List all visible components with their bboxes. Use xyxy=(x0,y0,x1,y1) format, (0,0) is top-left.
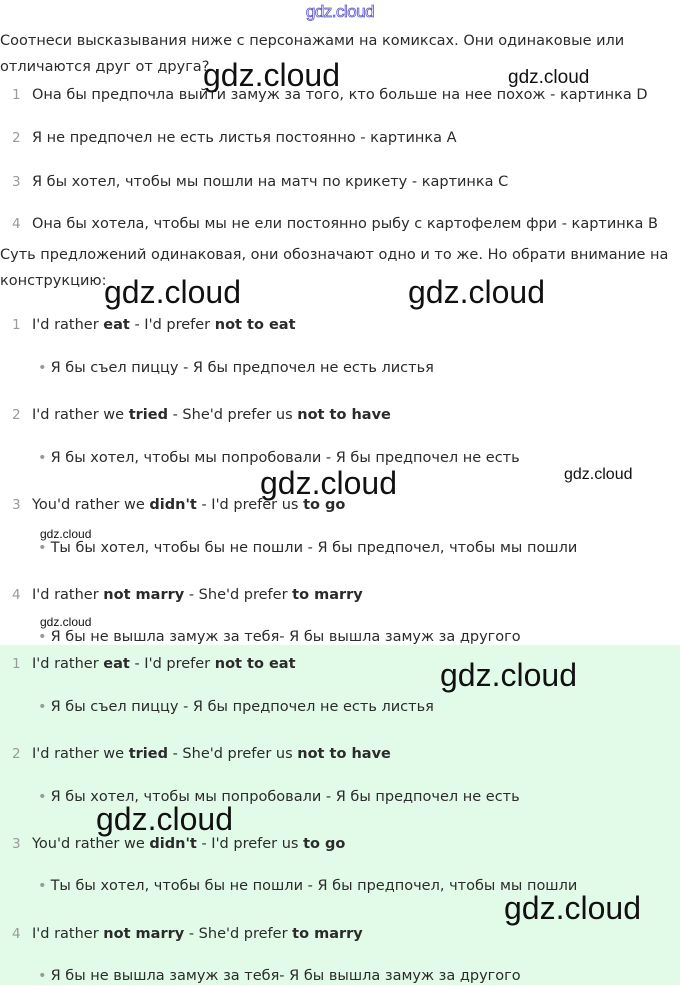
bullet-icon: • xyxy=(38,629,47,645)
construction-keyword: to marry xyxy=(292,587,363,603)
construction-keyword: to go xyxy=(303,836,346,852)
translation-text: Я бы хотел, чтобы мы попробовали - Я бы предпочел не есть xyxy=(50,450,520,466)
answer-text: Она бы хотела, чтобы мы не ели постоянно рыбу с картофелем фри - картинка B xyxy=(32,216,658,232)
construction-keyword: tried xyxy=(128,746,168,762)
bullet-icon: • xyxy=(38,968,47,984)
bullet-icon: • xyxy=(38,699,47,715)
translation-text: Я бы съел пиццу - Я бы предпочел не есть листья xyxy=(50,360,434,376)
construction-text xyxy=(32,923,363,945)
construction-fragment: You'd rather we xyxy=(32,497,150,513)
construction-keyword: not to eat xyxy=(214,656,296,672)
construction-fragment: I'd rather xyxy=(32,317,104,333)
bullet-icon: • xyxy=(38,450,47,466)
translation-bullet xyxy=(38,697,434,717)
construction-text xyxy=(32,653,296,675)
task-intro: Соотнеси высказывания ниже с персонажами на комиксах. Они одинаковые или отличаются друг от друга? xyxy=(0,33,625,75)
translation-bullet xyxy=(38,876,577,896)
bullet-icon: • xyxy=(38,789,47,805)
watermark: gdz.cloud xyxy=(40,527,92,541)
item-number: 3 xyxy=(12,836,21,852)
construction-fragment: I'd rather xyxy=(32,926,104,942)
item-number: 1 xyxy=(12,656,21,672)
answer-text: Я бы хотел, чтобы мы пошли на матч по крикету - картинка C xyxy=(32,174,509,190)
construction-fragment: - She'd prefer us xyxy=(167,407,298,423)
item-number: 1 xyxy=(12,87,21,103)
item-number: 1 xyxy=(12,317,21,333)
translation-text: Я бы не вышла замуж за тебя- Я бы вышла замуж за другого xyxy=(50,629,521,645)
watermark: gdz.cloud xyxy=(40,615,92,629)
translation-text: Ты бы хотел, чтобы бы не пошли - Я бы предпочел, чтобы мы пошли xyxy=(50,540,578,556)
construction-text xyxy=(32,743,391,765)
translation-bullet xyxy=(38,358,434,378)
construction-keyword: to marry xyxy=(292,926,363,942)
construction-keyword: eat xyxy=(103,656,130,672)
answer-text: Я не предпочел не есть листья постоянно - картинка A xyxy=(32,130,457,146)
translation-text: Я бы съел пиццу - Я бы предпочел не есть листья xyxy=(50,699,434,715)
translation-text: Ты бы хотел, чтобы бы не пошли - Я бы предпочел, чтобы мы пошли xyxy=(50,878,578,894)
construction-text xyxy=(32,404,391,426)
bullet-icon: • xyxy=(38,878,47,894)
construction-text xyxy=(32,584,363,606)
watermark: gdz.cloud xyxy=(96,801,233,837)
watermark: gdz.cloud xyxy=(564,466,633,483)
watermark: gdz.cloud xyxy=(440,657,577,693)
construction-keyword: tried xyxy=(128,407,168,423)
construction-keyword: not marry xyxy=(103,587,185,603)
item-number: 3 xyxy=(12,174,21,190)
construction-fragment: - I'd prefer us xyxy=(196,497,304,513)
construction-fragment: I'd rather xyxy=(32,656,104,672)
translation-bullet xyxy=(38,538,577,558)
construction-keyword: eat xyxy=(103,317,130,333)
watermark: gdz.cloud xyxy=(508,67,590,88)
watermark: gdz.cloud xyxy=(260,465,397,501)
item-number: 2 xyxy=(12,130,21,146)
construction-fragment: I'd rather we xyxy=(32,746,129,762)
bullet-icon: • xyxy=(38,360,47,376)
construction-fragment: You'd rather we xyxy=(32,836,150,852)
construction-fragment: - I'd prefer xyxy=(129,656,215,672)
explanation-text: Суть предложений одинаковая, они обозначают одно и то же. Но обрати внимание на конструкцию: xyxy=(0,247,669,289)
answer-text: Она бы предпочла выйти замуж за того, кто больше на нее похож - картинка D xyxy=(32,87,648,103)
item-number: 4 xyxy=(12,926,21,942)
translation-bullet xyxy=(38,966,521,986)
construction-keyword: didn't xyxy=(149,497,197,513)
watermark: gdz.cloud xyxy=(408,274,545,310)
construction-fragment: I'd rather xyxy=(32,587,104,603)
watermark: gdz.cloud xyxy=(203,57,340,93)
construction-fragment: - She'd prefer xyxy=(184,587,293,603)
translation-text: Я бы хотел, чтобы мы попробовали - Я бы предпочел не есть xyxy=(50,789,520,805)
translation-text: Я бы не вышла замуж за тебя- Я бы вышла замуж за другого xyxy=(50,968,521,984)
construction-keyword: not marry xyxy=(103,926,185,942)
construction-keyword: not to have xyxy=(297,407,391,423)
construction-keyword: to go xyxy=(303,497,346,513)
bullet-icon: • xyxy=(38,540,47,556)
construction-text xyxy=(32,314,296,336)
construction-keyword: didn't xyxy=(149,836,197,852)
watermark: gdz.cloud xyxy=(104,274,241,310)
watermark: gdz.cloud xyxy=(504,890,641,926)
construction-fragment: - I'd prefer xyxy=(129,317,215,333)
item-number: 3 xyxy=(12,497,21,513)
item-number: 4 xyxy=(12,587,21,603)
item-number: 2 xyxy=(12,407,21,423)
construction-fragment: I'd rather we xyxy=(32,407,129,423)
construction-fragment: - She'd prefer us xyxy=(167,746,298,762)
construction-fragment: - She'd prefer xyxy=(184,926,293,942)
construction-keyword: not to have xyxy=(297,746,391,762)
item-number: 2 xyxy=(12,746,21,762)
construction-keyword: not to eat xyxy=(214,317,296,333)
construction-fragment: - I'd prefer us xyxy=(196,836,304,852)
item-number: 4 xyxy=(12,216,21,232)
watermark-top: gdz.cloud xyxy=(305,2,375,21)
translation-bullet xyxy=(38,627,521,647)
